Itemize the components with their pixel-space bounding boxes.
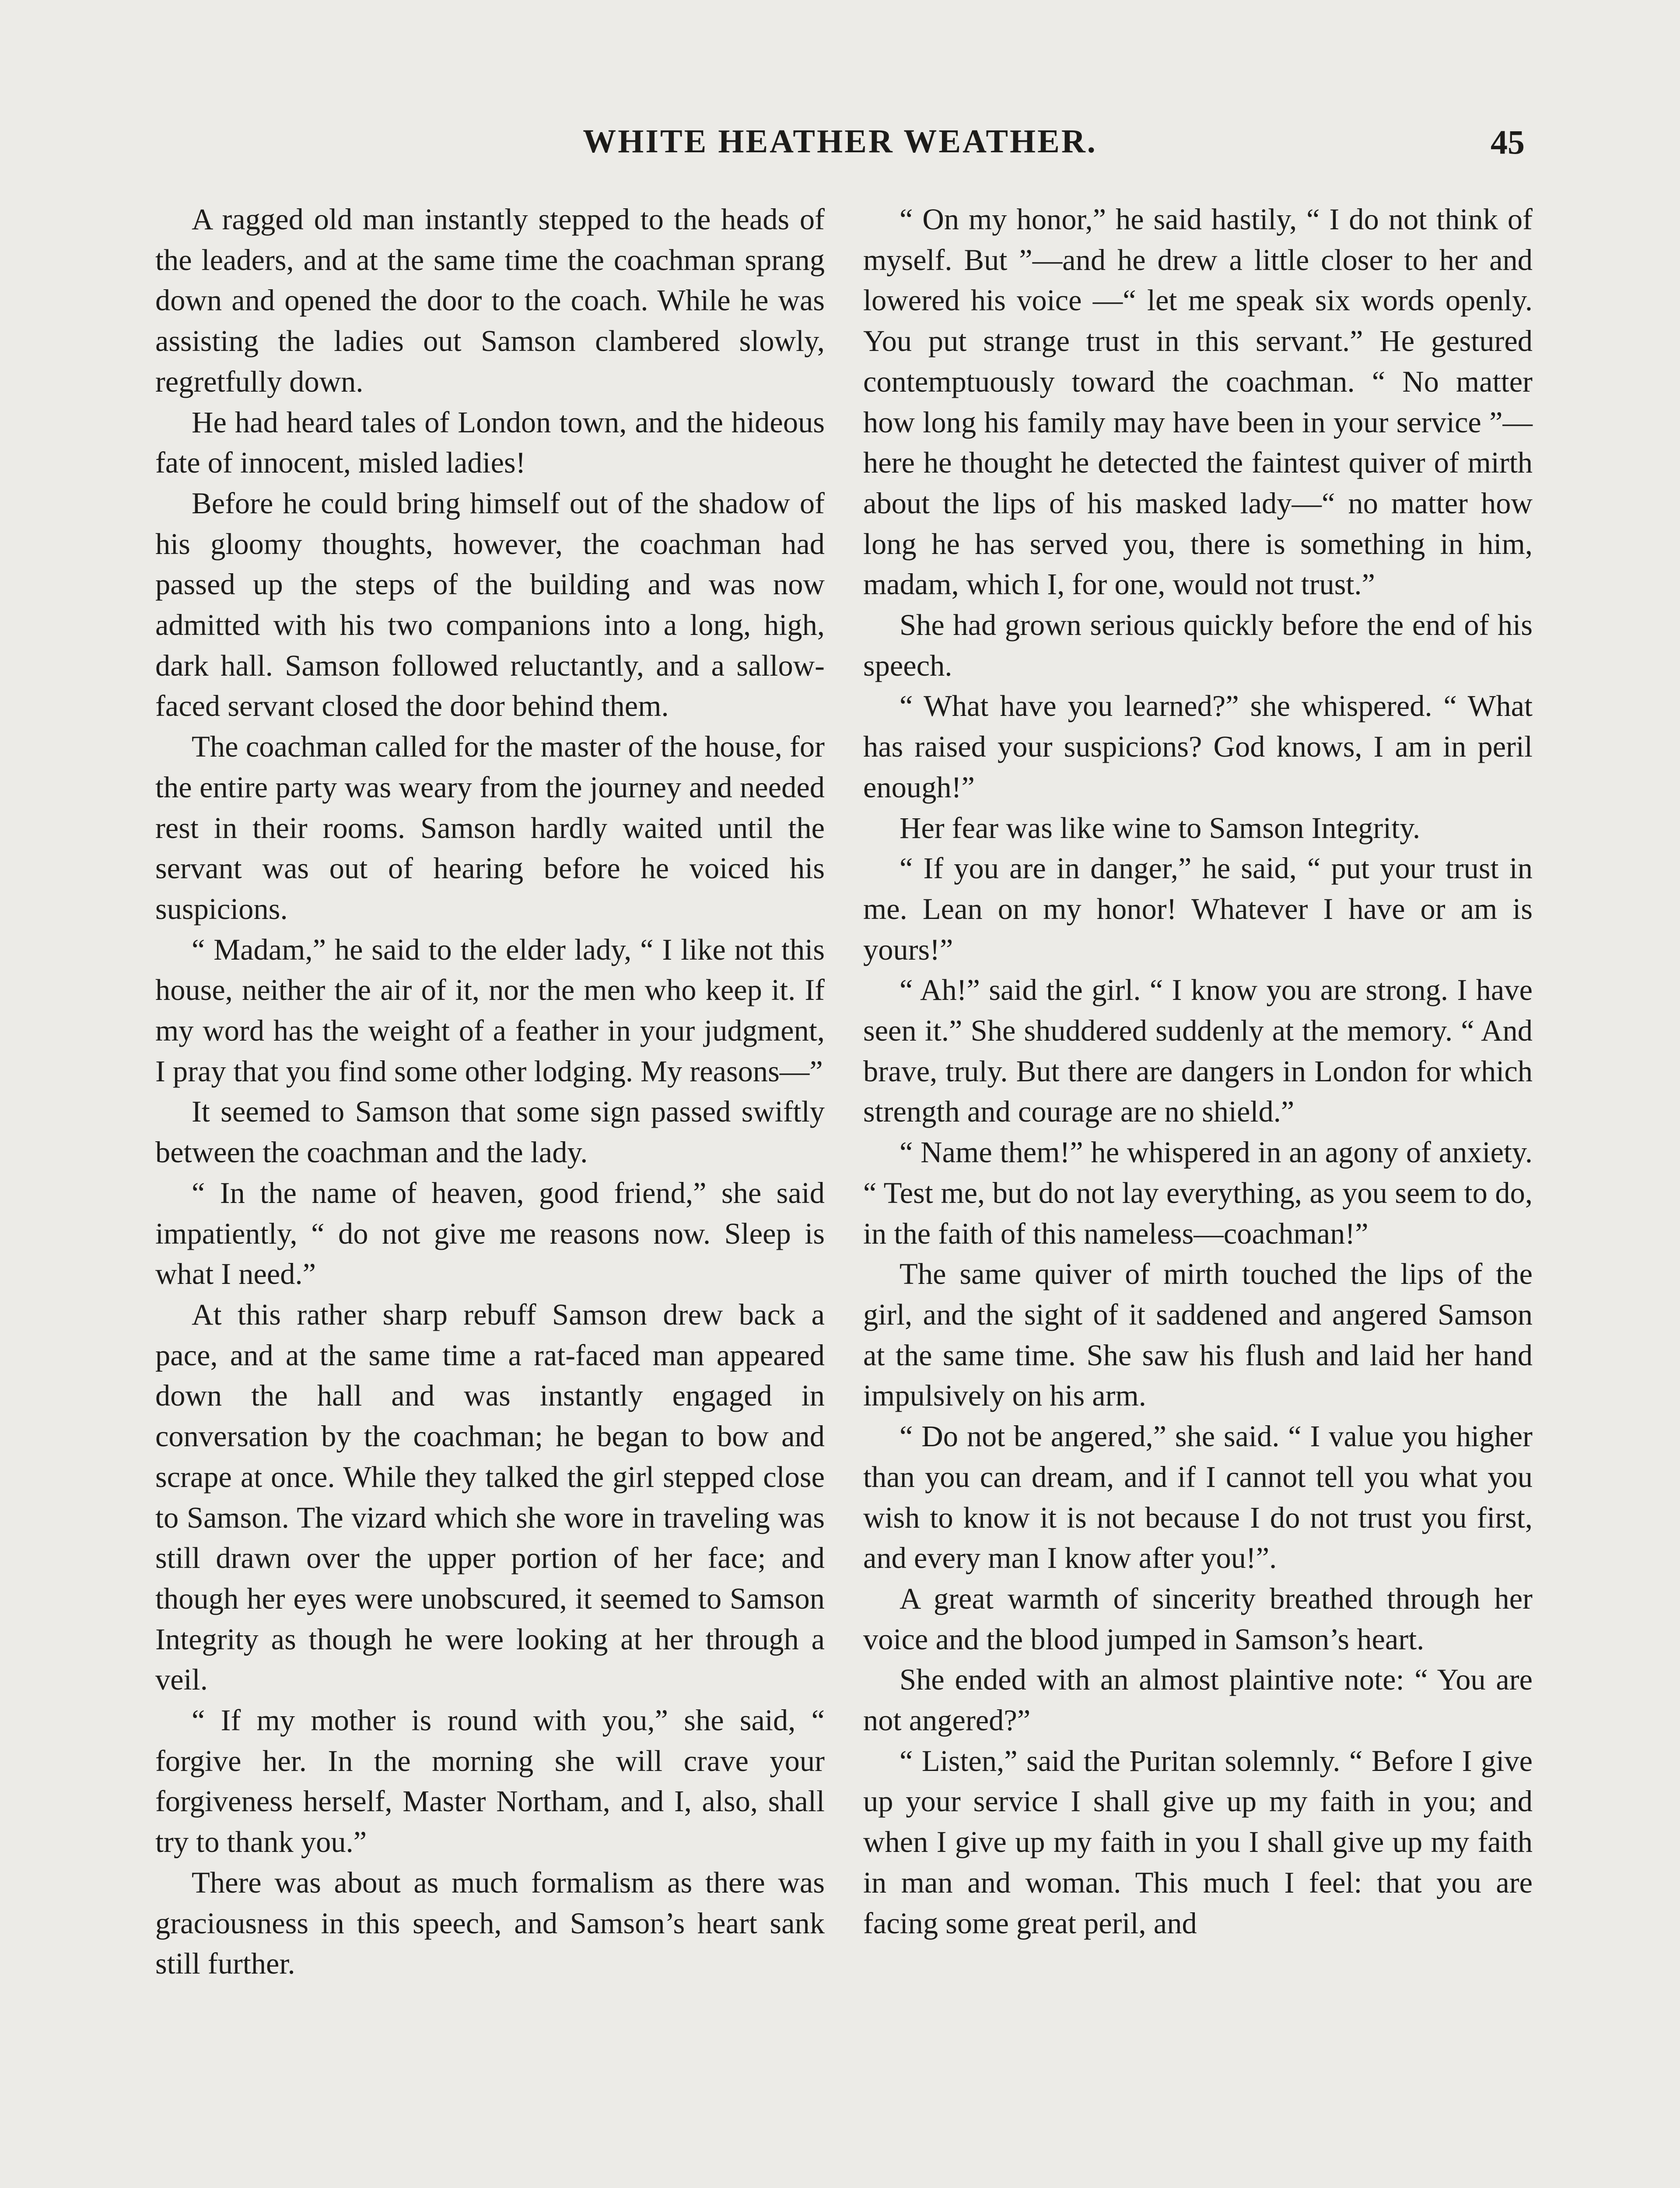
paragraph: The same quiver of mirth touched the lips of the girl, and the sight of it saddened and angered Samson at the same time. She saw his flush and laid her hand impulsively on his arm. <box>863 1257 1533 1413</box>
paragraph: “ Madam,” he said to the elder lady, “ I like not this house, neither the air of it, nor the men who keep it. If my word has the weight of a feather in your judgment, I pray that you find some other lodging. My reasons—” <box>155 933 825 1088</box>
paragraph: “ On my honor,” he said hastily, “ I do not think of myself. But ”—and he drew a little closer to her and lowered his voice —“ let me speak six words openly. You put strange trust in this servant.” He gestured contemptuously toward the coachman. “ No matter how long his family may have been in your service ”—here he thought he detected the faintest quiver of mirth about the lips of his masked lady—“ no matter how long he has served you, there is something in him, madam, which I, for one, would not trust.” <box>863 203 1533 601</box>
paragraph: “ In the name of heaven, good friend,” she said impatiently, “ do not give me reasons now. Sleep is what I need.” <box>155 1176 825 1291</box>
running-title: WHITE HEATHER WEATHER. <box>583 123 1097 160</box>
right-column <box>863 199 1533 1943</box>
paragraph: “ Listen,” said the Puritan solemnly. “ Before I give up your service I shall give up my faith in you; and when I give up my faith in you I shall give up my faith in man and woman. This much I feel: that you are facing some great peril, and <box>863 1744 1533 1940</box>
left-column <box>155 199 825 1984</box>
paragraph: A ragged old man instantly stepped to the heads of the leaders, and at the same time the coachman sprang down and opened the door to the coach. While he was assisting the ladies out Samson clambered slowly, regretfully down. <box>155 203 825 398</box>
paragraph: “ Do not be angered,” she said. “ I value you higher than you can dream, and if I cannot tell you what you wish to know it is not because I do not trust you first, and every man I know after you!”. <box>863 1420 1533 1575</box>
page-header <box>155 123 1525 175</box>
paragraph: There was about as much formalism as there was graciousness in this speech, and Samson’s heart sank still further. <box>155 1865 825 1981</box>
paragraph: At this rather sharp rebuff Samson drew back a pace, and at the same time a rat-faced man appeared down the hall and was instantly engaged in conversation by the coachman; he began to bow and scrape at once. While they talked the girl stepped close to Samson. The vizard which she wore in traveling was still drawn over the upper portion of her face; and though her eyes were unobscured, it seemed to Samson Integrity as though he were looking at her through a veil. <box>155 1297 825 1697</box>
paragraph: The coachman called for the master of the house, for the entire party was weary from the journey and needed rest in their rooms. Samson hardly waited until the servant was out of hearing before he voiced his suspicions. <box>155 730 825 926</box>
paragraph: “ If you are in danger,” he said, “ put your trust in me. Lean on my honor! Whatever I have or am is yours!” <box>863 852 1533 966</box>
paragraph: “ Name them!” he whispered in an agony of anxiety. “ Test me, but do not lay everything, as you seem to do, in the faith of this nameless—coachman!” <box>863 1136 1533 1250</box>
paragraph: She had grown serious quickly before the end of his speech. <box>863 608 1533 682</box>
paragraph: Before he could bring himself out of the shadow of his gloomy thoughts, however, the coachman had passed up the steps of the building and was now admitted with his two companions into a long, high, dark hall. Samson followed reluctantly, and a sallow-faced servant closed the door behind them. <box>155 486 825 723</box>
page-number: 45 <box>1491 123 1525 161</box>
paragraph: “ If my mother is round with you,” she said, “ forgive her. In the morning she will crave your forgiveness herself, Master Northam, and I, also, shall try to thank you.” <box>155 1704 825 1859</box>
paragraph: “ What have you learned?” she whispered. “ What has raised your suspicions? God knows, I am in peril enough!” <box>863 689 1533 804</box>
paragraph: “ Ah!” said the girl. “ I know you are strong. I have seen it.” She shuddered suddenly at the memory. “ And brave, truly. But there are dangers in London for which strength and courage are no shield.” <box>863 973 1533 1129</box>
paragraph: Her fear was like wine to Samson Integrity. <box>900 811 1421 845</box>
paragraph: A great warmth of sincerity breathed through her voice and the blood jumped in Samson’s heart. <box>863 1581 1533 1656</box>
paragraph: It seemed to Samson that some sign passed swiftly between the coachman and the lady. <box>155 1095 825 1169</box>
paragraph: She ended with an almost plaintive note: “ You are not angered?” <box>863 1663 1533 1737</box>
paragraph: He had heard tales of London town, and the hideous fate of innocent, misled ladies! <box>155 405 825 480</box>
